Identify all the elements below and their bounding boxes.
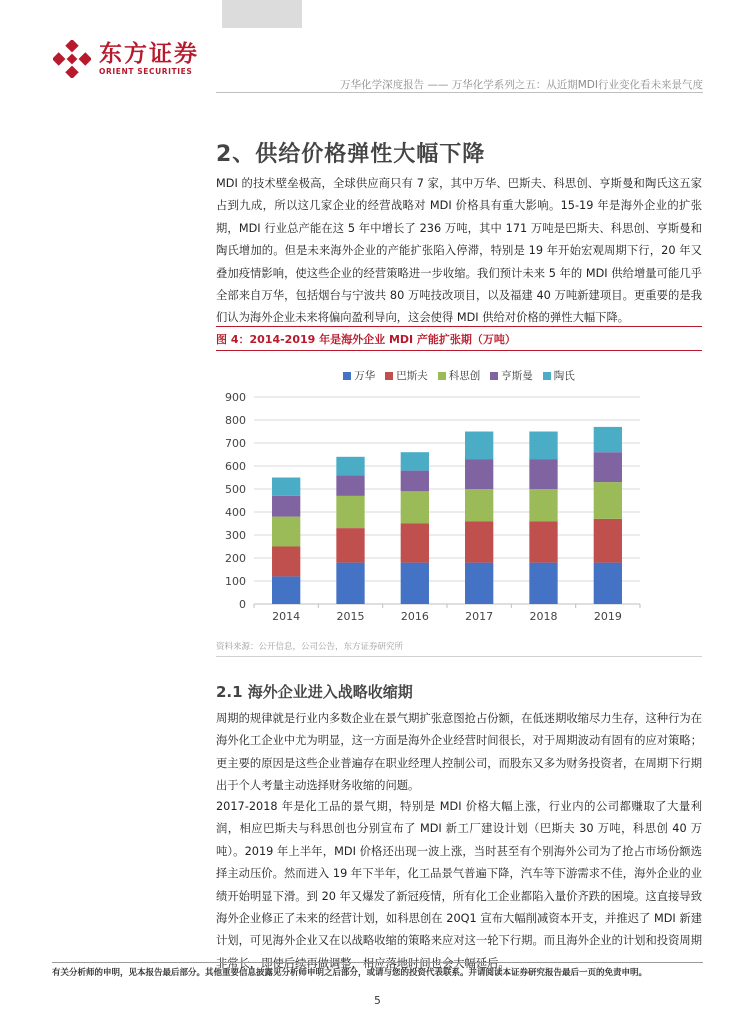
report-header-label: 万华化学深度报告 —— 万华化学系列之五：从近期MDI行业变化看未来景气度 (340, 79, 703, 91)
figure-title: 图 4：2014-2019 年是海外企业 MDI 产能扩张期（万吨） (216, 333, 516, 346)
subsection-paragraph-1: 周期的规律就是行业内多数企业在景气期扩张意图抢占份额，在低迷期收缩尽力生存，这种行为在海外化工企业中尤为明显，这一方面是海外企业经营时间很长，对于周期波动有固有的应对策略；更主要的原因是这些企业普遍存在职业经理人控制公司，而股东又多为财务投资者，在周期下行期出于个人考量主动选择财务收缩的问题。 (216, 712, 702, 793)
y-tick-label: 600 (225, 460, 246, 473)
logo-chinese-name: 东方证券 (99, 41, 199, 67)
y-tick-label: 0 (239, 598, 246, 611)
bar-segment (594, 563, 622, 604)
section-title: 2、供给价格弹性大幅下降 (216, 142, 486, 167)
bar-segment (529, 459, 557, 489)
subsection-paragraph-2: 2017-2018 年是化工品的景气期，特别是 MDI 价格大幅上涨，行业内的公司都赚取了大量利润，相应巴斯夫与科思创也分别宣布了 MDI 新工厂建设计划（巴斯夫 30 万吨，科思创 40 万吨）。2019 年上半年，MDI 价格还出现一波上涨，当时甚至有个别海外公司为了抢占市场份额选择主动压价。然而进入 19 年下半年，化工品景气普遍下降，汽车等下游需求不佳，海外企业的业绩开始明显下滑。到 20 年又爆发了新冠疫情，所有化工企业都陷入量价齐跌的困境。这直接导致海外企业修正了未来的经营计划，如科思创在 20Q1 宣布大幅削减资本开支，并推迟了 MDI 新建计划，可见海外企业又在以战略收缩的策略来应对这一轮下行期。而且海外企业的计划和投资周期非常长，即使后续再做调整，相应落地时间也会大幅延后。 (216, 800, 702, 970)
bar-segment (272, 478, 300, 496)
bar-segment (594, 452, 622, 482)
legend-label: 万华 (354, 370, 376, 382)
bar-segment (336, 496, 364, 528)
x-tick-label: 2018 (529, 610, 558, 623)
subsection-title: 2.1 海外企业进入战略收缩期 (216, 683, 413, 701)
legend-label: 陶氏 (553, 370, 575, 382)
legend-swatch (490, 372, 498, 380)
x-tick-label: 2016 (400, 610, 429, 623)
footer-divider (52, 962, 703, 963)
bar-segment (529, 521, 557, 562)
company-logo (53, 40, 199, 78)
bar-segment (336, 475, 364, 496)
legend-label: 亨斯曼 (501, 370, 533, 382)
legend-item (385, 368, 428, 383)
bar-segment (401, 563, 429, 604)
bar-segment (529, 489, 557, 521)
logo-english-name: ORIENT SECURITIES (99, 67, 193, 76)
bar-segment (594, 482, 622, 519)
bar-segment (401, 471, 429, 492)
capacity-stacked-bar-chart (216, 385, 702, 623)
figure-source: 资料来源：公开信息，公司公告，东方证券研究所 (216, 642, 404, 652)
legend-swatch (438, 372, 446, 380)
section-paragraph: MDI 的技术壁垒极高，全球供应商只有 7 家，其中万华、巴斯夫、科思创、亨斯曼和陶氏这五家占到九成，所以这几家企业的经营战略对 MDI 价格具有重大影响。15-19 年是海外企业的扩张期，MDI 行业总产能在这 5 年中增长了 236 万吨，其中 171 万吨是巴斯夫、科思创、亨斯曼和陶氏增加的。但是未来海外企业的产能扩张陷入停滞，特别是 19 年开始宏观周期下行，20 年又叠加疫情影响，使这些企业的经营策略进一步收缩。我们预计未来 5 年的 MDI 供给增量可能几乎全部来自万华，包括烟台与宁波共 80 万吨技改项目，以及福建 40 万吨新建项目。更重要的是我们认为海外企业未来将偏向盈利导向，这会使得 MDI 供给对价格的弹性大幅下降。 (216, 177, 702, 325)
orient-securities-logo-icon (53, 40, 91, 78)
header-decor-block (222, 0, 302, 28)
x-tick-label: 2019 (593, 610, 622, 623)
bar-segment (272, 496, 300, 517)
y-tick-label: 900 (225, 391, 246, 404)
y-tick-label: 700 (225, 437, 246, 450)
bar-segment (465, 521, 493, 562)
legend-item (490, 368, 533, 383)
y-tick-label: 500 (225, 483, 246, 496)
y-tick-label: 400 (225, 506, 246, 519)
y-tick-label: 200 (225, 552, 246, 565)
y-tick-label: 800 (225, 414, 246, 427)
legend-swatch (385, 372, 393, 380)
bar-segment (465, 563, 493, 604)
bar-segment (336, 528, 364, 563)
bar-segment (272, 547, 300, 577)
bar-segment (401, 491, 429, 523)
figure-bottom-rule (216, 350, 702, 351)
bar-segment (401, 452, 429, 470)
bar-segment (529, 432, 557, 460)
page-number: 5 (374, 995, 381, 1007)
bar-segment (465, 432, 493, 460)
footer-disclaimer: 有关分析师的申明，见本报告最后部分。其他重要信息披露见分析师申明之后部分，或请与您的投资代表联系。并请阅读本证券研究报告最后一页的免责申明。 (52, 968, 648, 978)
legend-item (543, 368, 575, 383)
bar-segment (594, 427, 622, 452)
bar-segment (465, 489, 493, 521)
x-tick-label: 2015 (336, 610, 365, 623)
bar-segment (272, 517, 300, 547)
bar-segment (465, 459, 493, 489)
figure-top-rule (216, 326, 702, 327)
legend-item (343, 368, 375, 383)
chart-legend (216, 368, 702, 383)
legend-label: 科思创 (448, 370, 481, 382)
bar-segment (336, 563, 364, 604)
y-tick-label: 300 (225, 529, 246, 542)
legend-swatch (543, 372, 551, 380)
bar-segment (401, 524, 429, 563)
legend-item (438, 368, 481, 383)
bar-segment (594, 519, 622, 563)
figure-source-rule (216, 656, 702, 657)
bar-segment (336, 457, 364, 475)
bar-segment (529, 563, 557, 604)
header-divider (216, 92, 703, 93)
legend-swatch (343, 372, 351, 380)
legend-label: 巴斯夫 (396, 370, 428, 382)
bar-segment (272, 576, 300, 604)
x-tick-label: 2014 (272, 610, 301, 623)
x-tick-label: 2017 (465, 610, 494, 623)
y-tick-label: 100 (225, 575, 246, 588)
